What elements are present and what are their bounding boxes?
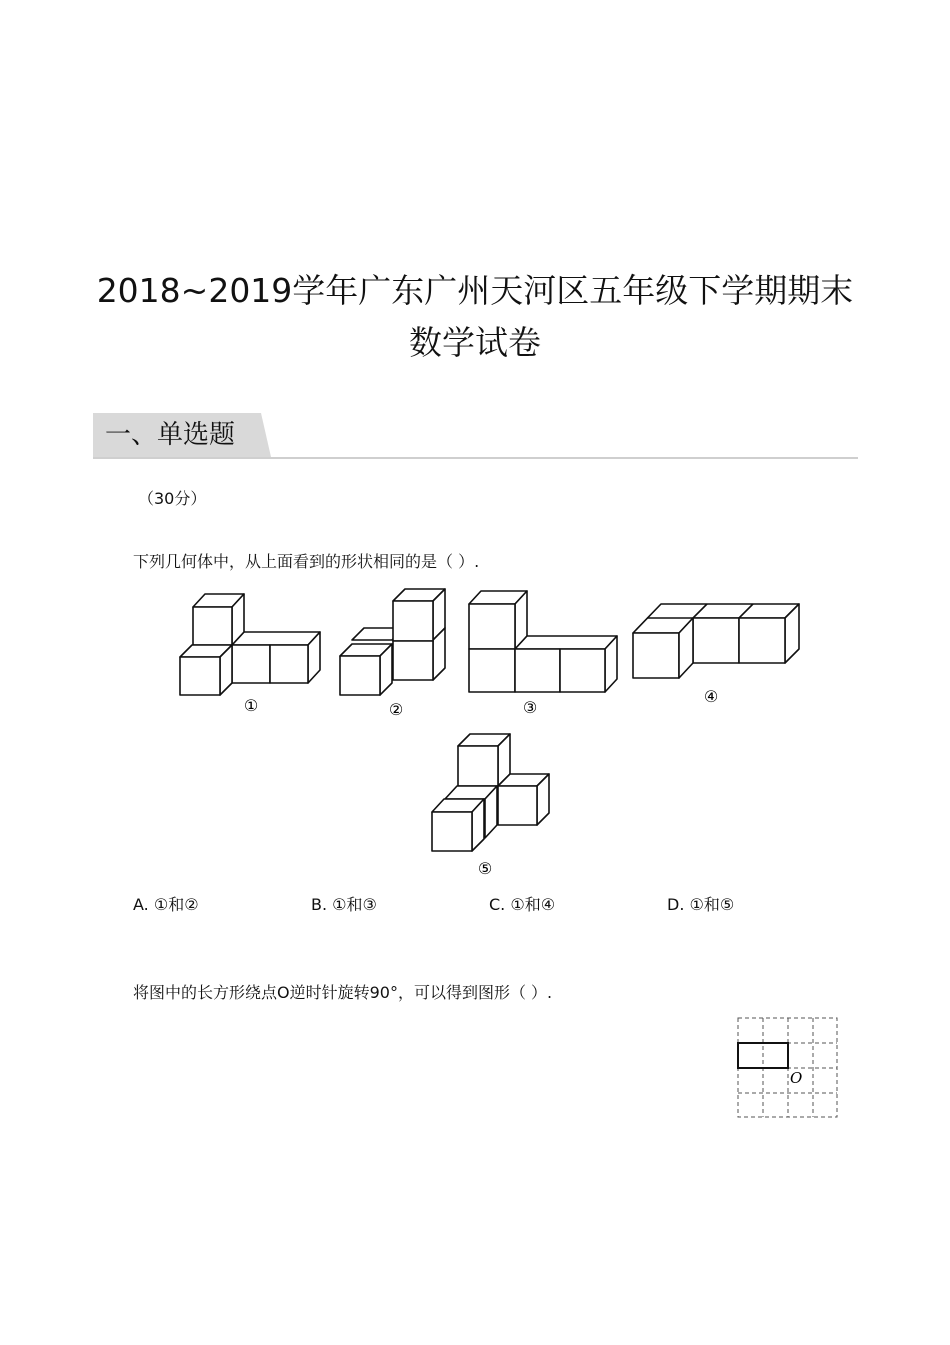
figure-5-cubes xyxy=(432,734,549,851)
option-b-letter: B. xyxy=(311,895,328,914)
section-heading: 一、单选题 xyxy=(105,420,236,450)
option-d-letter: D. xyxy=(667,895,685,914)
section-score: （30分） xyxy=(138,489,207,508)
option-b-text: ①和③ xyxy=(332,895,377,914)
figure-1-cubes xyxy=(180,594,320,695)
option-c-text: ①和④ xyxy=(510,895,556,914)
figure-4-cubes xyxy=(633,604,799,678)
rotation-grid xyxy=(738,1018,837,1117)
option-d[interactable] xyxy=(667,894,734,916)
figure-3-cubes xyxy=(469,591,617,692)
figure-2-cubes xyxy=(340,589,445,695)
figure-label-5: ⑤ xyxy=(477,859,493,878)
point-o-label: O xyxy=(790,1069,803,1087)
document-title-line-1: 2018~2019学年广东广州天河区五年级下学期期末 xyxy=(96,271,854,310)
option-d-text: ①和⑤ xyxy=(689,895,735,914)
question-2-stem: 将图中的长方形绕点O逆时针旋转90°，可以得到图形（ ）. xyxy=(133,983,553,1002)
option-a-text: ①和② xyxy=(153,895,199,914)
option-a-letter: A. xyxy=(133,895,149,914)
option-a[interactable] xyxy=(133,894,199,916)
figure-label-4: ④ xyxy=(703,687,719,706)
question-1-stem: 下列几何体中，从上面看到的形状相同的是（ ）. xyxy=(133,552,480,571)
option-c-letter: C. xyxy=(489,895,506,914)
figure-label-3: ③ xyxy=(522,698,538,717)
option-c[interactable] xyxy=(489,894,555,916)
option-b[interactable] xyxy=(311,894,377,916)
figure-label-2: ② xyxy=(388,700,404,719)
document-title-line-2: 数学试卷 xyxy=(409,323,541,362)
figure-label-1: ① xyxy=(243,696,259,715)
